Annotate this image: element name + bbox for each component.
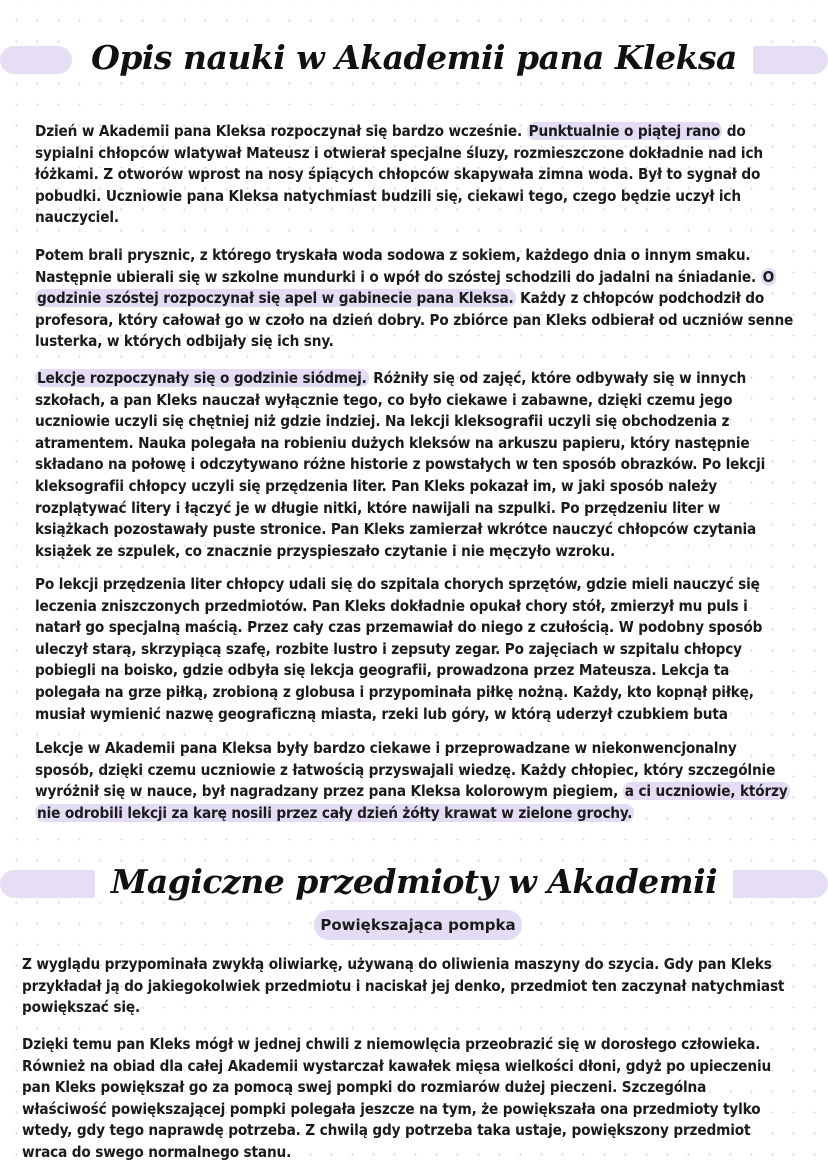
highlighted-text: Lekcje rozpoczynały się o godzinie siódmej.	[37, 369, 367, 387]
highlighted-text: O godzinie szóstej rozpoczynał się apel w gabinecie pana Kleksa.	[37, 267, 775, 308]
paragraph-2: Potem brali prysznic, z którego tryskała woda sodowa z sokiem, każdego dnia o innym smaku. Następnie ubierali się w szkolne mundurki i o wpół do szóstej schodzili do jadalni na śniadanie. O godzinie szóstej rozpoczynał się apel w gabinecie pana Kleksa. Każdy z chłopców podchodził do profesora, który całował go w czoło na dzień dobry. Po zbiórce pan Kleks odbierał od uczniów senne lusterka, w których odbijały się ich sny.	[35, 246, 794, 351]
section1-title: Opis nauki w Akademii pana Kleksa	[0, 38, 828, 77]
paragraph-6: Z wyglądu przypominała zwykłą oliwiarkę, używaną do oliwienia maszyny do szycia. Gdy pan Kleks przykładał ją do jakiegokolwiek przedmiotu i naciskał jej denko, przedmiot ten zaczynał natychmiast powiększać się.	[22, 955, 785, 1017]
paragraph-4: Po lekcji przędzenia liter chłopcy udali się do szpitala chorych sprzętów, gdzie mieli nauczyć się leczenia zniszczonych przedmiotów. Pan Kleks dokładnie opukał chory stół, zmierzył mu puls i natarł go specjalną maścią. Przez cały czas przemawiał do niego z czułością. W podobny sposób uleczył starą, skrzypiącą szafę, rozbite lustro i zepsuty zegar. Po zajęciach w szpitalu chłopcy pobiegli na boisko, gdzie odbyła się lekcja geografii, prowadzona przez Mateusza. Lekcja ta polegała na grze piłką, zrobioną z globusa i przypominała piłkę nożną. Każdy, kto kopnął piłkę, musiał wymienić nazwę geograficzną miasta, rzeki lub góry, w którą uderzył czubkiem buta	[35, 575, 763, 723]
highlighted-text: Punktualnie o piątej rano	[528, 122, 721, 140]
subtitle-badge: Powiększająca pompka	[314, 910, 522, 940]
section2-title: Magiczne przedmioty w Akademii	[0, 862, 828, 901]
paragraph-3: Lekcje rozpoczynały się o godzinie siódmej. Różniły się od zajęć, które odbywały się w innych szkołach, a pan Kleks nauczał wyłącznie tego, co było ciekawe i zabawne, dzięki czemu jego uczniowie uczyli się chętniej niż gdzie indziej. Na lekcji kleksografii uczyli się obchodzenia z atramentem. Nauka polegała na robieniu dużych kleksów na arkuszu papieru, który następnie składano na połowę i odczytywano różne historie z powstałych w ten sposób obrazków. Po lekcji kleksografii chłopcy uczyli się przędzenia liter. Pan Kleks pokazał im, w jaki sposób należy rozplątywać litery i łączyć je w długie nitki, które nawijali na szpulki. Po przędzeniu liter w książkach pozostawały puste stronice. Pan Kleks zamierzał wkrótce nauczyć chłopców czytania książek ze szpulek, co znacznie przyspieszało czytanie i nie męczyło wzroku.	[35, 369, 766, 560]
section2-title-band	[0, 858, 828, 918]
section1-title-band	[0, 30, 828, 90]
paragraph-1: Dzień w Akademii pana Kleksa rozpoczynał się bardzo wcześnie. Punktualnie o piątej rano do sypialni chłopców wlatywał Mateusz i otwierał specjalne śluzy, rozmieszczone dokładnie nad ich łóżkami. Z otworów wprost na nosy śpiących chłopców skapywała zimna woda. Był to sygnał do pobudki. Uczniowie pana Kleksa natychmiast budzili się, ciekawi tego, czego będzie uczył ich nauczyciel.	[35, 122, 763, 227]
paragraph-5: Lekcje w Akademii pana Kleksa były bardzo ciekawe i przeprowadzane w niekonwencjonalny sposób, dzięki czemu uczniowie z łatwością przyswajali wiedzę. Każdy chłopiec, który szczególnie wyróżnił się w nauce, był nagradzany przez pana Kleksa kolorowym piegiem, a ci uczniowie, którzy nie odrobili lekcji za karę nosili przez cały dzień żółty krawat w zielone grochy.	[35, 739, 788, 822]
paragraph-7: Dzięki temu pan Kleks mógł w jednej chwili z niemowlęcia przeobrazić się w dorosłego człowieka. Również na obiad dla całej Akademii wystarczał kawałek mięsa wielkości dłoni, gdyż po upieczeniu pan Kleks powiększał go za pomocą swej pompki do rozmiarów dużej pieczeni. Szczególna właściwość powiększającej pompki polegała jeszcze na tym, że powiększała ona przedmioty tylko wtedy, gdy tego naprawdę potrzeba. Z chwilą gdy potrzeba taka ustaje, powiększony przedmiot wraca do swego normalnego stanu.	[22, 1035, 772, 1161]
highlighted-text: a ci uczniowie, którzy nie odrobili lekcji za karę nosili przez cały dzień żółty krawat w zielone grochy.	[37, 782, 788, 822]
